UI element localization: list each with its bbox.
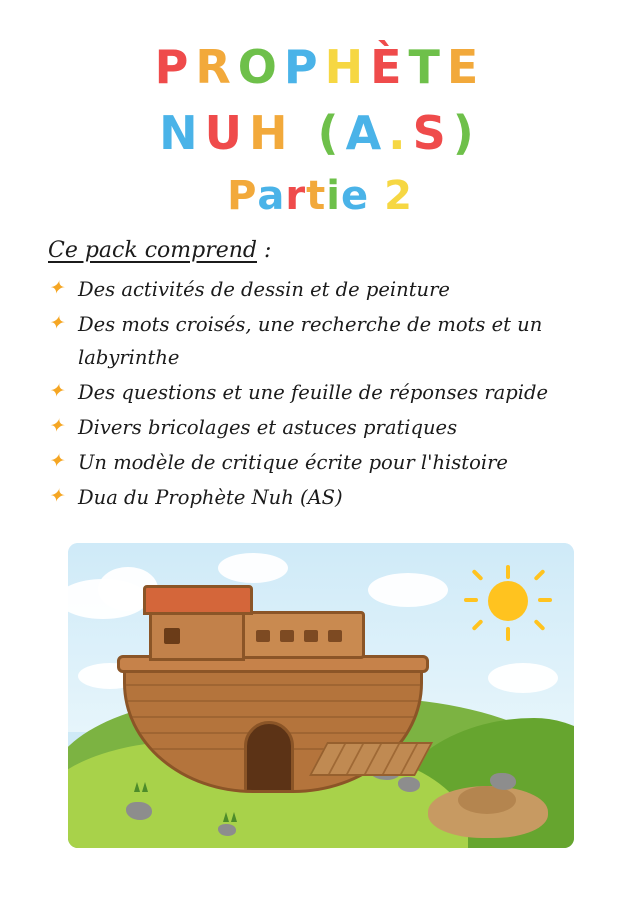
title-char: E [446,40,486,94]
title-char: S [412,106,453,160]
rock [490,773,516,790]
sparkle-icon: ✦ [48,380,64,402]
title-char [369,172,384,220]
title-char: T [408,40,447,94]
ark-house [149,609,245,661]
title-char: R [195,40,238,94]
title-char: r [285,173,307,219]
title-char: e [340,173,370,219]
lead-underlined: Ce pack comprend [48,238,257,263]
sparkle-icon: ✦ [48,450,64,472]
title-char: t [306,173,327,219]
title-char: N [159,106,205,160]
pack-contents [48,238,600,514]
lead-text [48,238,600,263]
bullet-list [48,273,600,514]
list-item [48,308,600,374]
grass-tuft [231,812,237,822]
cloud-icon [218,553,288,583]
title-line-2 [0,100,640,166]
rock [126,802,152,820]
list-item [48,411,600,444]
dirt-patch [458,786,516,814]
sparkle-icon: ✦ [48,312,64,334]
ark-door [244,721,294,793]
list-item-label: Des questions et une feuille de réponses rapide [78,381,549,404]
subtitle [0,172,640,220]
grass-tuft [223,812,229,822]
list-item [48,481,600,514]
title-char: O [237,40,284,94]
list-item [48,273,600,306]
sun-ray [506,565,510,579]
sparkle-icon: ✦ [48,277,64,299]
title-char: P [154,40,196,94]
title-char [295,100,318,166]
title-char: . [388,106,413,160]
title-char: A [345,106,389,160]
title-char: U [204,106,250,160]
ark-roof [143,585,253,615]
list-item-label: Divers bricolages et astuces pratiques [78,416,458,439]
title-char: P [227,173,258,219]
list-item-label: Des activités de dessin et de peinture [78,278,450,301]
noahs-ark-illustration [68,543,574,848]
title-line-1 [0,34,640,100]
list-item [48,376,600,409]
title-char: H [324,40,371,94]
title-char: ) [452,106,481,160]
sun-ray [506,627,510,641]
sun-ray [538,598,552,602]
list-item-label: Des mots croisés, une recherche de mots et un labyrinthe [78,313,543,369]
title-block [0,0,640,220]
title-char: È [370,40,409,94]
list-item-label: Dua du Prophète Nuh (AS) [78,486,343,509]
ark [123,585,423,800]
lead-suffix: : [257,238,272,263]
title-char: P [283,40,325,94]
title-char: 2 [384,173,413,219]
title-char: H [249,106,295,160]
title-char: ( [317,106,346,160]
list-item-label: Un modèle de critique écrite pour l'histoire [78,451,508,474]
rock [218,824,236,836]
title-char: a [257,173,286,219]
sun-ray [464,598,478,602]
list-item [48,446,600,479]
ark-ramp [309,742,433,776]
sun-icon [488,581,528,621]
cloud-icon [488,663,558,693]
title-char: i [326,173,341,219]
sparkle-icon: ✦ [48,485,64,507]
sparkle-icon: ✦ [48,415,64,437]
